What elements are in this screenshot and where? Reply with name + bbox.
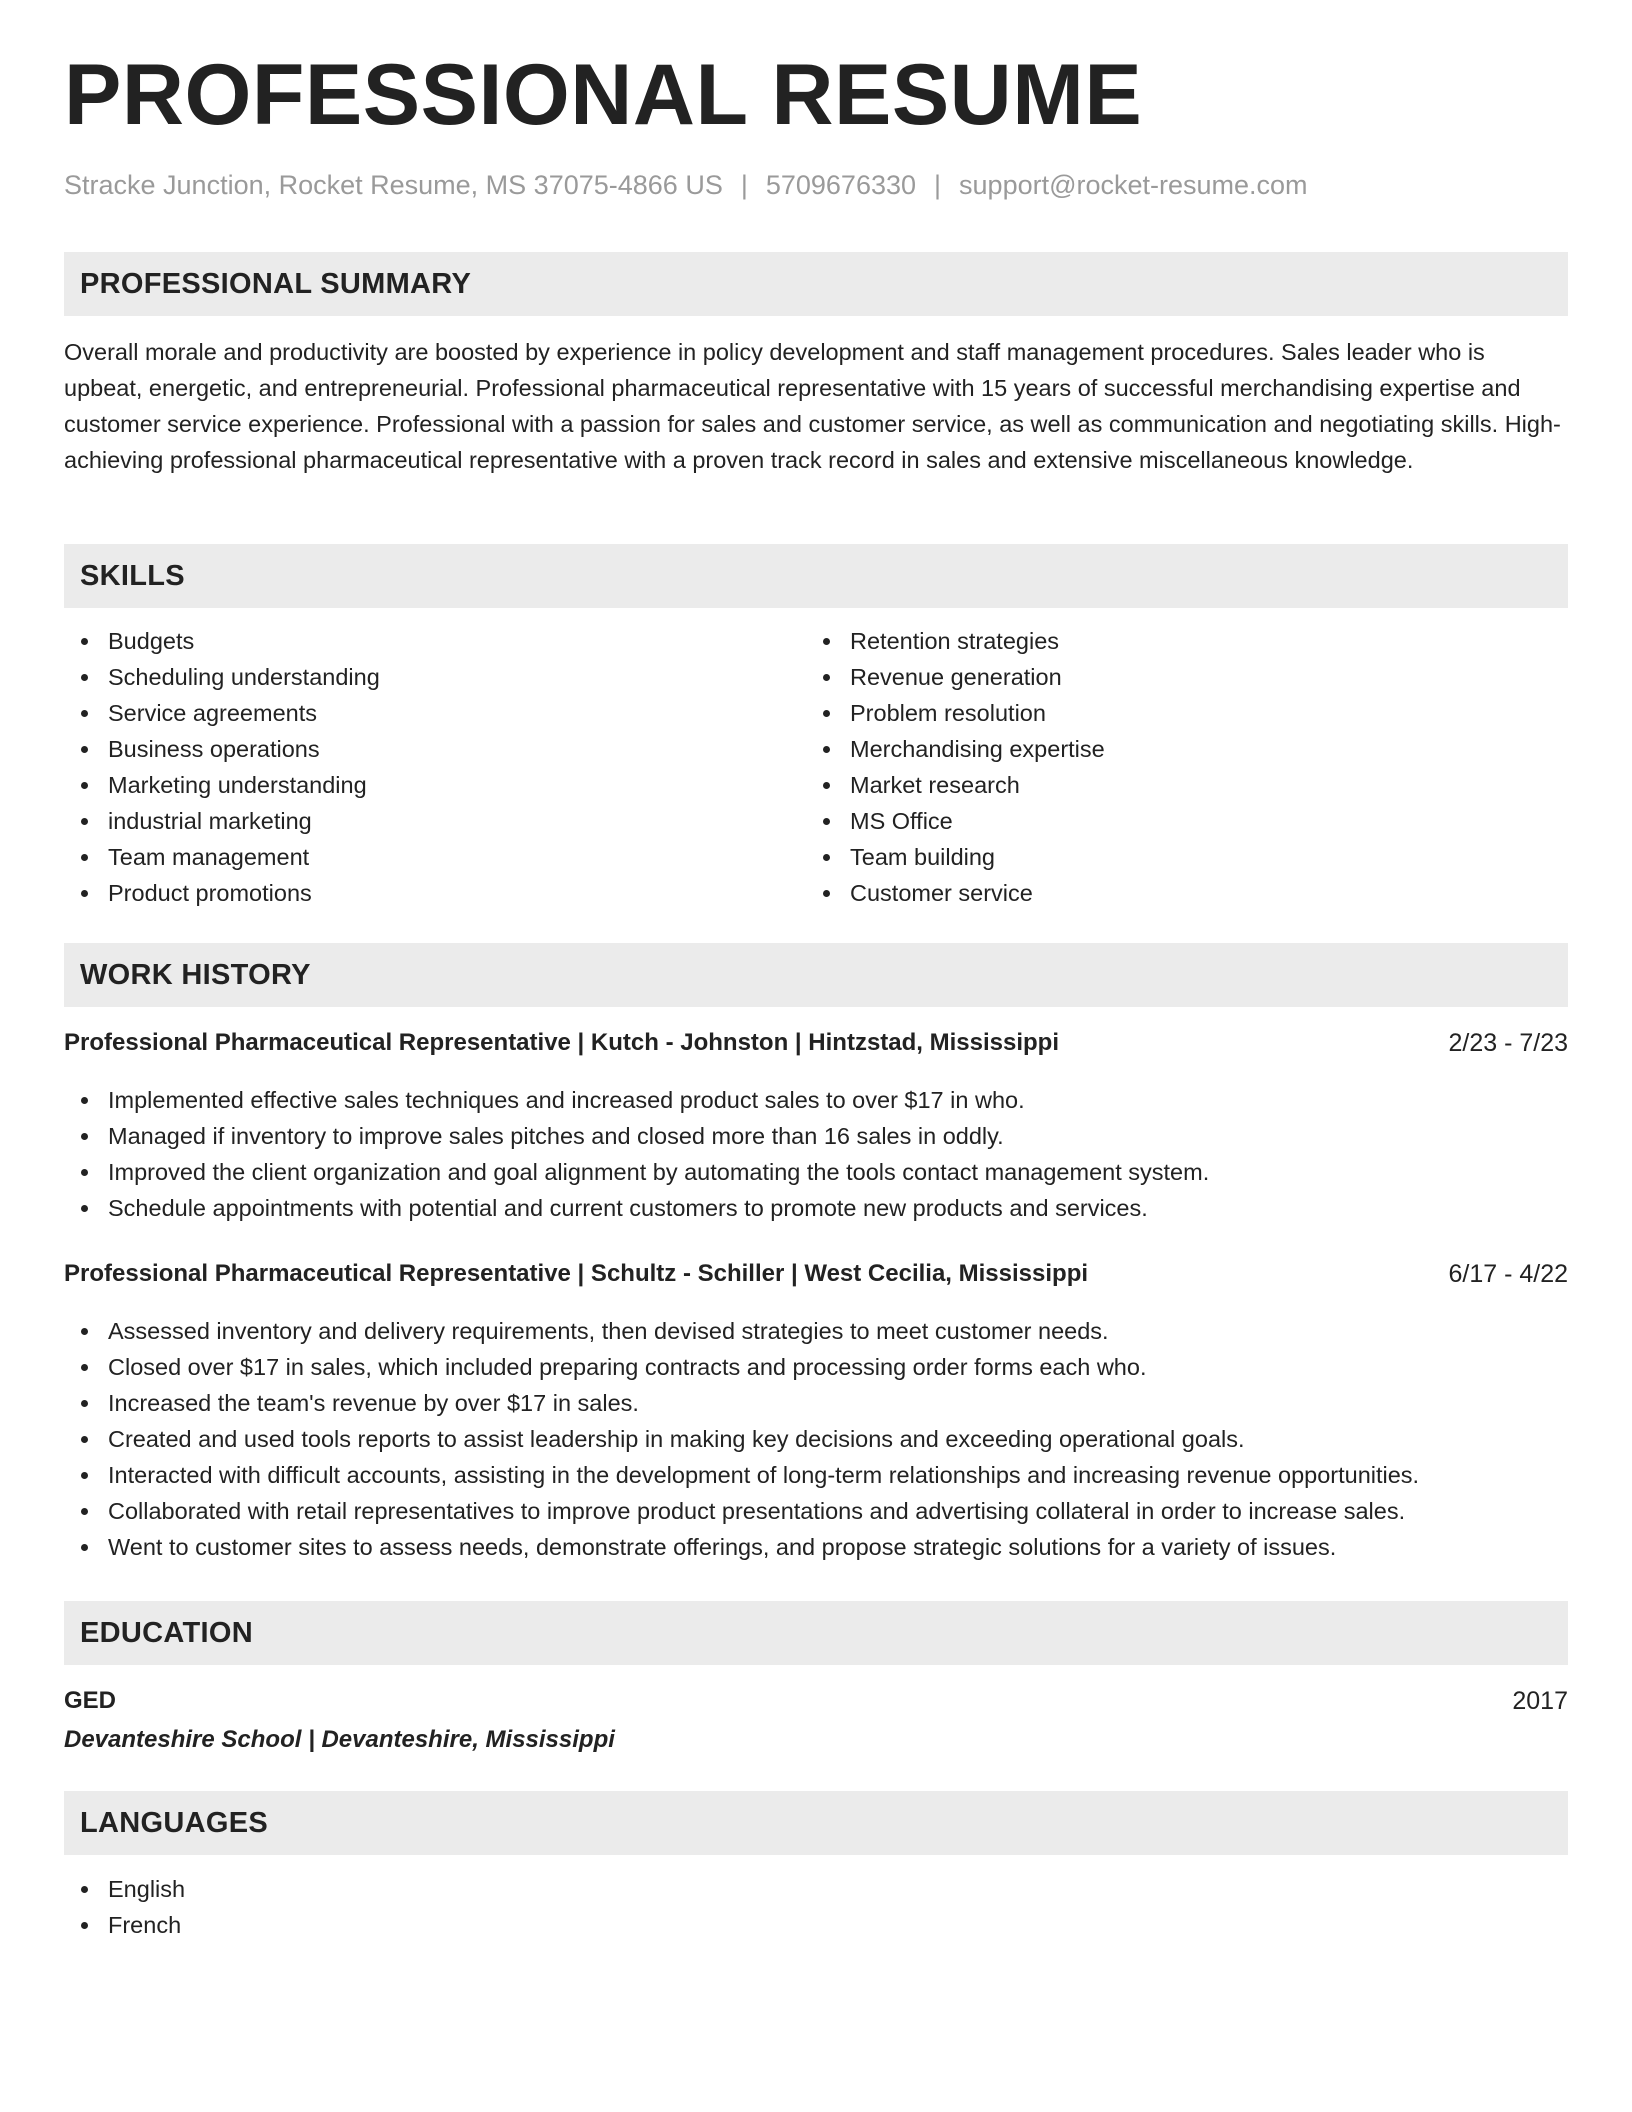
languages-heading: LANGUAGES: [80, 1807, 268, 1839]
work-section-header: [64, 943, 1568, 1007]
language-item: English: [64, 1871, 784, 1907]
contact-address: Stracke Junction, Rocket Resume, MS 37075-4866 US: [64, 170, 723, 200]
summary-heading: PROFESSIONAL SUMMARY: [80, 268, 472, 300]
job-bullet: Collaborated with retail representatives to improve product presentations and advertising collateral in order to increase sales.: [64, 1493, 1568, 1529]
job-bullet: Interacted with difficult accounts, assisting in the development of long-term relationships and increasing revenue opportunities.: [64, 1457, 1568, 1493]
skill-item: Team building: [806, 839, 1526, 875]
job-bullets: [64, 1082, 1568, 1226]
education-heading: EDUCATION: [80, 1617, 253, 1649]
job-dates: 6/17 - 4/22: [1448, 1260, 1568, 1288]
job-bullet: Managed if inventory to improve sales pitches and closed more than 16 sales in oddly.: [64, 1118, 1568, 1154]
contact-email: support@rocket-resume.com: [959, 170, 1308, 200]
job-bullet: Assessed inventory and delivery requirements, then devised strategies to meet customer needs.: [64, 1313, 1568, 1349]
skill-item: Budgets: [64, 623, 784, 659]
languages-section-header: [64, 1791, 1568, 1855]
skill-item: Team management: [64, 839, 784, 875]
education-section-header: [64, 1601, 1568, 1665]
job-title: Professional Pharmaceutical Representative | Schultz - Schiller | West Cecilia, Mississippi: [64, 1260, 1089, 1287]
education-degree: GED: [64, 1687, 117, 1714]
contact-separator: |: [740, 170, 748, 200]
summary-text: Overall morale and productivity are boosted by experience in policy development and staff management procedures. Sales leader who is upbeat, energetic, and entrepreneurial. Professional pharmaceutical representative with 15 years of successful merchandising expertise and customer service experience. Professional with a passion for sales and customer service, as well as communication and negotiating skills. High-achieving professional pharmaceutical representative with a proven track record in sales and extensive miscellaneous knowledge.: [64, 339, 1561, 473]
education-school: Devanteshire School | Devanteshire, Mississippi: [64, 1726, 615, 1753]
skill-item: Merchandising expertise: [806, 731, 1526, 767]
contact-line: [64, 168, 1308, 202]
job-bullet: Schedule appointments with potential and current customers to promote new products and services.: [64, 1190, 1568, 1226]
languages-list: [64, 1871, 784, 1943]
skill-item: Revenue generation: [806, 659, 1526, 695]
skill-item: Marketing understanding: [64, 767, 784, 803]
job-bullet: Increased the team's revenue by over $17 in sales.: [64, 1385, 1568, 1421]
language-item: French: [64, 1907, 784, 1943]
skills-heading: SKILLS: [80, 560, 185, 592]
summary-section-header: [64, 252, 1568, 316]
skill-item: Service agreements: [64, 695, 784, 731]
skill-item: Problem resolution: [806, 695, 1526, 731]
contact-separator: |: [934, 170, 942, 200]
job-dates: 2/23 - 7/23: [1448, 1029, 1568, 1057]
job-bullet: Went to customer sites to assess needs, demonstrate offerings, and propose strategic solutions for a variety of issues.: [64, 1529, 1568, 1565]
work-heading: WORK HISTORY: [80, 959, 311, 991]
skill-item: Business operations: [64, 731, 784, 767]
skill-item: Scheduling understanding: [64, 659, 784, 695]
skills-section-header: [64, 544, 1568, 608]
job-bullets: [64, 1313, 1568, 1565]
skill-item: Customer service: [806, 875, 1526, 911]
job-title: Professional Pharmaceutical Representative | Kutch - Johnston | Hintzstad, Mississippi: [64, 1029, 1060, 1056]
job-bullet: Improved the client organization and goal alignment by automating the tools contact management system.: [64, 1154, 1568, 1190]
skill-item: Product promotions: [64, 875, 784, 911]
job-bullet: Implemented effective sales techniques and increased product sales to over $17 in who.: [64, 1082, 1568, 1118]
job-bullet: Created and used tools reports to assist leadership in making key decisions and exceeding operational goals.: [64, 1421, 1568, 1457]
skill-item: Retention strategies: [806, 623, 1526, 659]
job-bullet: Closed over $17 in sales, which included preparing contracts and processing order forms each who.: [64, 1349, 1568, 1385]
skill-item: Market research: [806, 767, 1526, 803]
skill-item: industrial marketing: [64, 803, 784, 839]
education-year: 2017: [1512, 1687, 1568, 1715]
skills-list-right: [806, 623, 1526, 911]
skills-list-left: [64, 623, 784, 911]
resume-title: PROFESSIONAL RESUME: [64, 47, 1143, 143]
skill-item: MS Office: [806, 803, 1526, 839]
contact-phone: 5709676330: [765, 170, 917, 200]
